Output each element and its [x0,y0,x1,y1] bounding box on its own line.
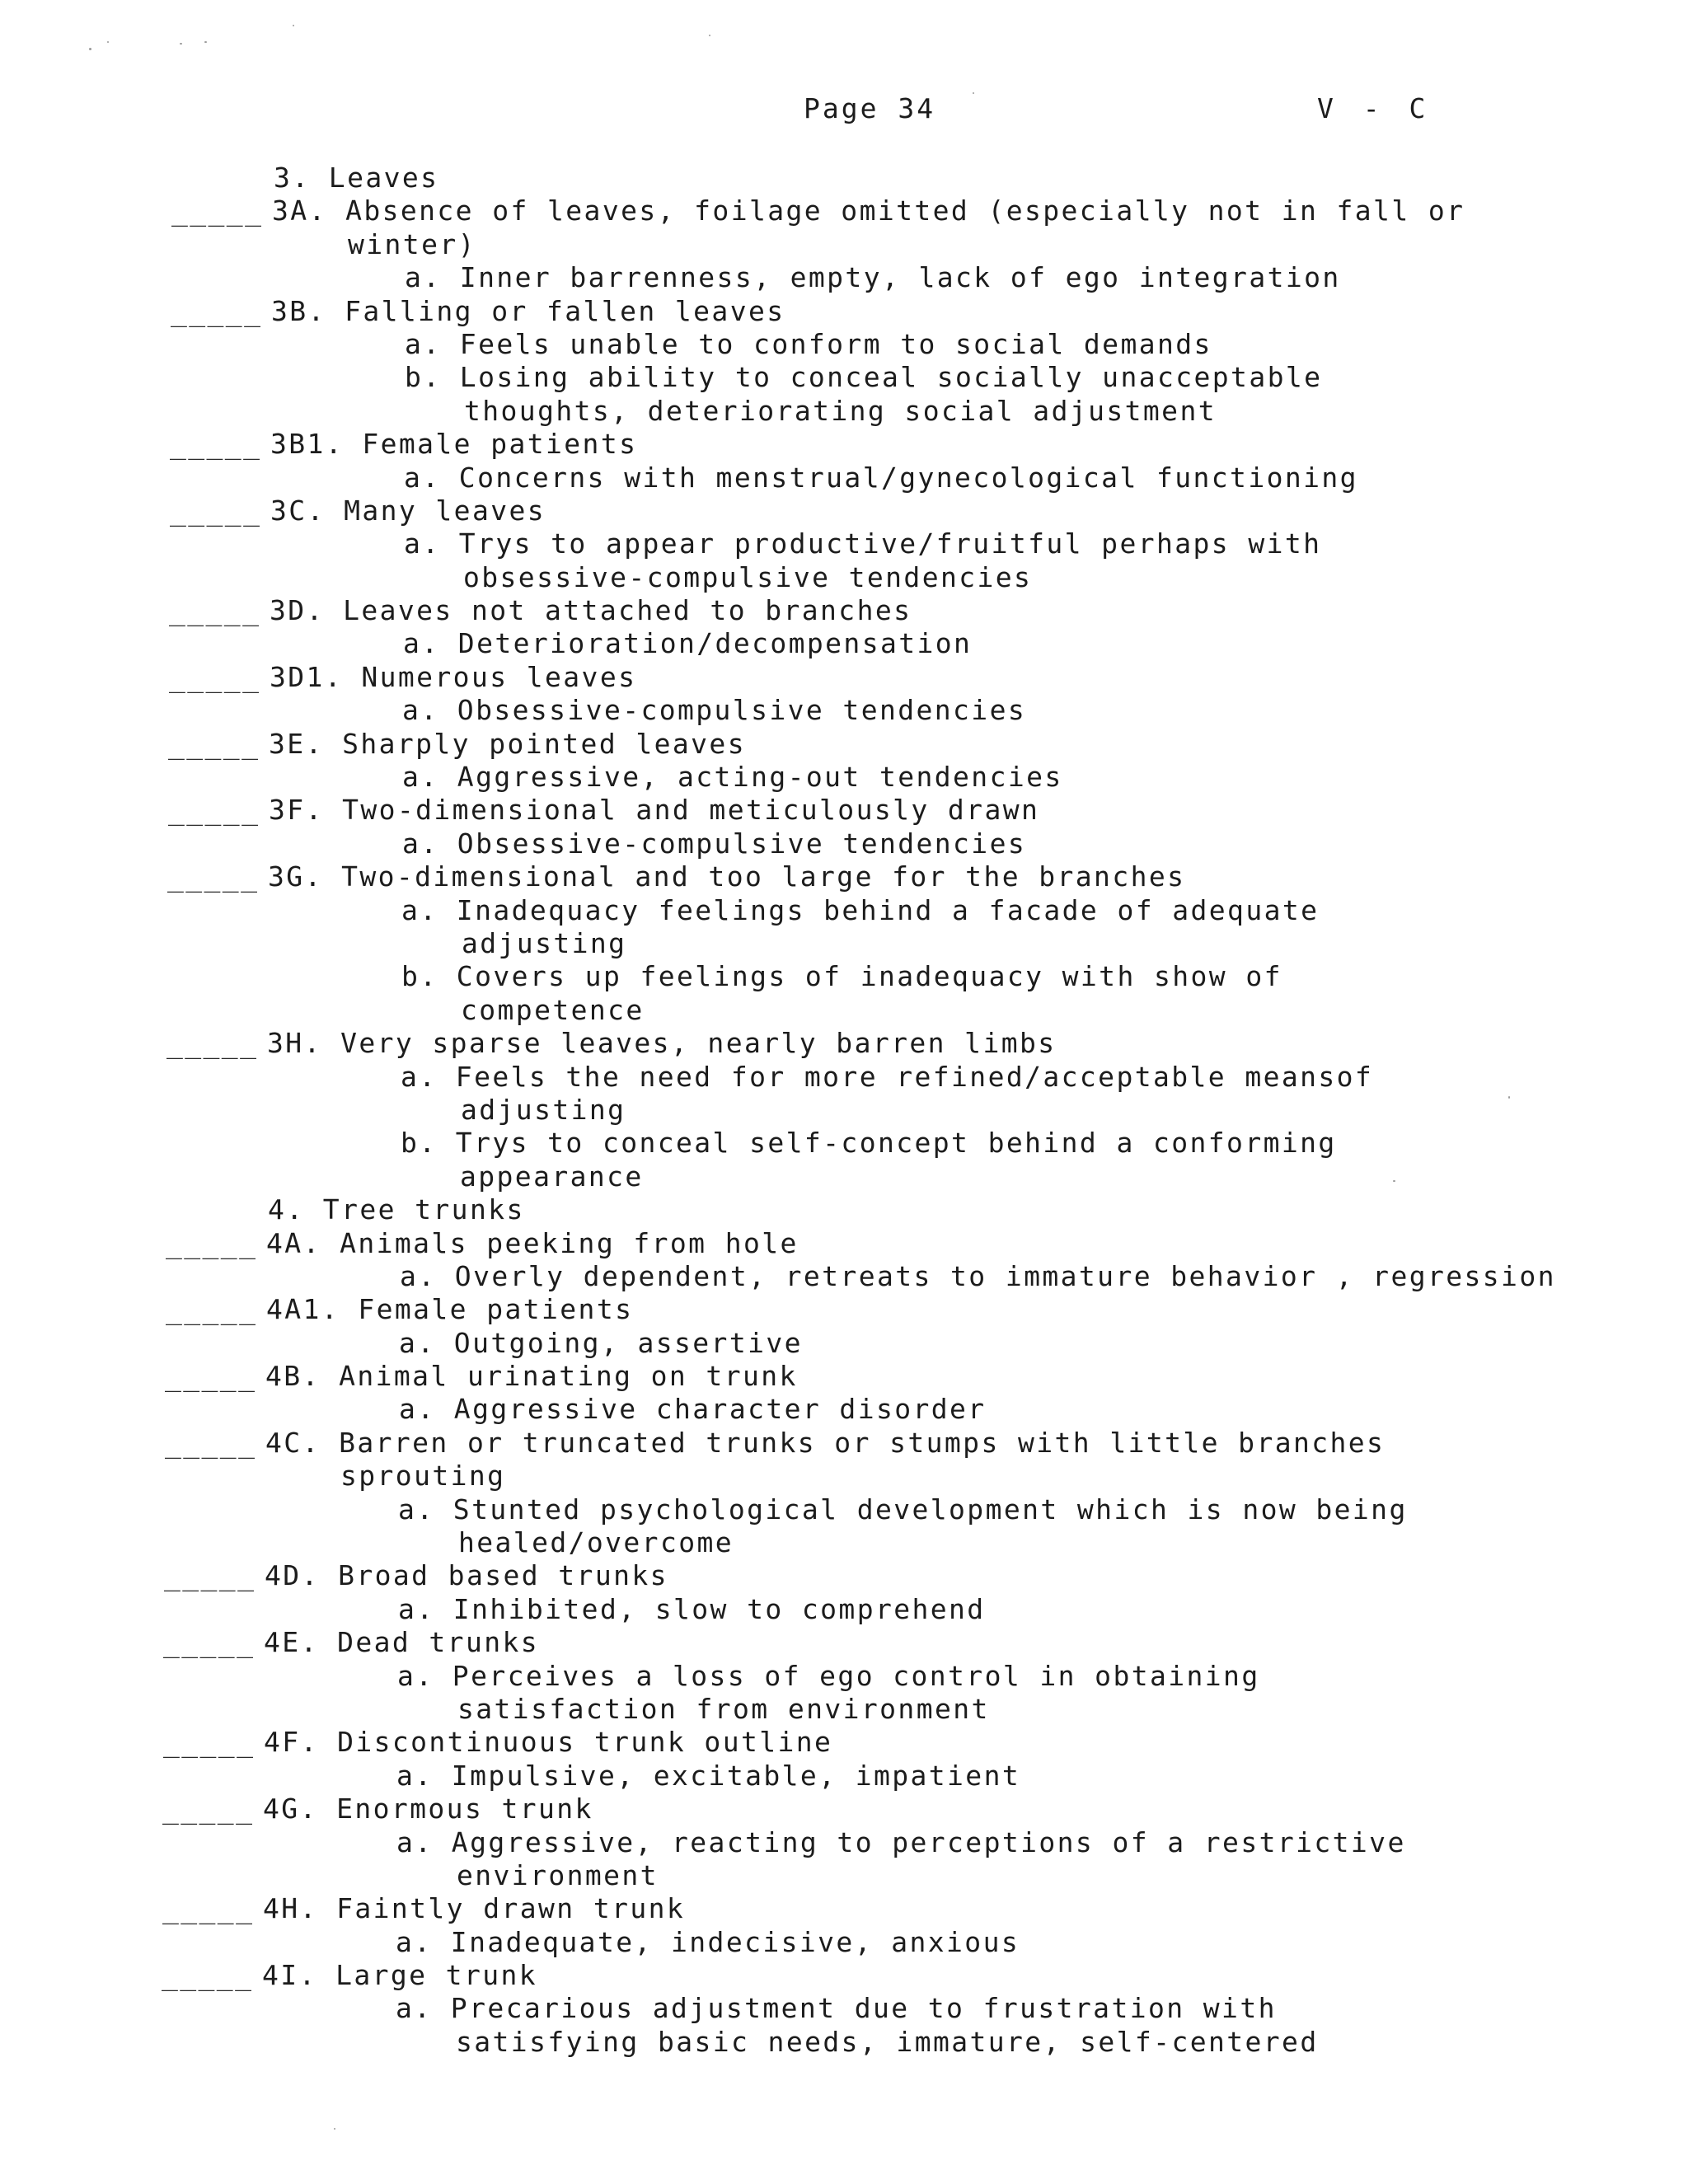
line-text: adjusting [461,1093,626,1126]
line-text: 3E. Sharply pointed leaves [269,727,746,760]
answer-blank[interactable]: _____ [170,494,262,527]
scan-speck [1508,1096,1510,1099]
line-text: a. Trys to appear productive/fruitful perhaps with [404,527,1322,560]
line-text: satisfying basic needs, immature, self-centered [456,2025,1319,2058]
section-label: V - C [1317,92,1432,124]
line-text: sprouting [340,1460,506,1493]
checklist-line-item [0,1793,1688,1825]
line-text: competence [461,993,645,1026]
checklist-line-sub [0,1926,1688,1959]
scan-speck [107,41,109,43]
line-text: 4D. Broad based trunks [265,1559,668,1592]
line-text: 3B1. Female patients [270,428,638,461]
checklist-line-item [0,1726,1688,1759]
checklist-line-item [0,1360,1688,1393]
checklist-line-sub [0,1660,1688,1693]
checklist-line-sub [0,527,1688,560]
line-text: 3F. Two-dimensional and meticulously drawn [269,794,1040,827]
line-text: 4I. Large trunk [262,1959,538,1992]
line-text: 3A. Absence of leaves, foilage omitted (especially not in fall or [272,194,1465,227]
answer-blank[interactable]: _____ [166,1293,258,1326]
line-text: a. Inhibited, slow to comprehend [398,1592,986,1625]
line-text: b. Covers up feelings of inadequacy with show of [401,960,1282,993]
answer-blank[interactable]: _____ [167,860,260,893]
answer-blank[interactable]: _____ [168,727,260,760]
checklist-line-sub [0,1992,1688,2025]
line-text: thoughts, deteriorating social adjustment [464,394,1217,427]
line-text: a. Inadequacy feelings behind a facade of adequate [401,893,1320,926]
answer-blank[interactable]: _____ [165,1360,257,1393]
checklist-line-sub [0,761,1688,794]
checklist-line-sub [0,361,1688,394]
line-text: a. Deterioration/decompensation [403,627,973,660]
checklist-line-cont1 [0,1460,1688,1493]
checklist-line-heading [0,162,1688,194]
checklist-line-cont2 [0,2026,1688,2059]
scan-speck [89,48,91,50]
checklist-line-sub [0,1127,1688,1160]
checklist-line-sub [0,1393,1688,1426]
answer-blank[interactable]: _____ [162,1793,255,1825]
checklist-line-heading [0,1193,1688,1226]
checklist-line-sub [0,694,1688,727]
checklist-line-item [0,428,1688,461]
checklist-line-item [0,1227,1688,1260]
line-text: a. Aggressive, acting-out tendencies [402,761,1063,794]
checklist-line-item [0,1027,1688,1060]
line-text: healed/overcome [458,1526,734,1559]
line-text: a. Perceives a loss of ego control in obtaining [397,1659,1260,1692]
line-text: a. Inner barrenness, empty, lack of ego integration [405,261,1341,294]
line-text: a. Impulsive, excitable, impatient [396,1759,1021,1792]
answer-blank[interactable]: _____ [166,1226,258,1259]
checklist-line-sub [0,462,1688,494]
answer-blank[interactable]: _____ [163,1626,256,1659]
line-text: obsessive-compulsive tendencies [463,560,1033,593]
scan-speck [334,2128,335,2130]
line-text: a. Outgoing, assertive [399,1326,803,1359]
line-text: 4G. Enormous trunk [263,1793,593,1825]
checklist-line-item [0,1626,1688,1659]
line-text: 4E. Dead trunks [264,1626,540,1659]
checklist-line-sub [0,894,1688,927]
checklist-line-item [0,594,1688,627]
checklist-line-item [0,1427,1688,1460]
line-text: a. Obsessive-compulsive tendencies [402,694,1027,727]
line-text: a. Aggressive, reacting to perceptions of a restrictive [396,1825,1406,1858]
answer-blank[interactable]: _____ [170,428,262,461]
checklist-line-item [0,494,1688,527]
line-text: 3D. Leaves not attached to branches [270,594,912,627]
line-text: 3H. Very sparse leaves, nearly barren limbs [267,1027,1057,1060]
checklist-line-sub [0,1260,1688,1293]
checklist-line-item [0,661,1688,694]
checklist-body [0,162,1688,2059]
checklist-line-cont2 [0,1526,1688,1559]
line-text: 3. Leaves [274,162,439,194]
checklist-line-cont2 [0,1859,1688,1892]
line-text: 3C. Many leaves [270,494,546,527]
line-text: 3D1. Numerous leaves [270,660,637,693]
answer-blank[interactable]: _____ [164,1559,256,1592]
checklist-line-item [0,1959,1688,1992]
checklist-line-item [0,794,1688,827]
scan-speck [709,35,710,36]
line-text: a. Obsessive-compulsive tendencies [402,827,1027,860]
checklist-line-sub [0,1493,1688,1526]
line-text: 4B. Animal urinating on trunk [265,1360,798,1393]
checklist-line-item [0,1892,1688,1925]
scan-speck [1393,1180,1395,1182]
checklist-line-cont2 [0,927,1688,960]
line-text: 4H. Faintly drawn trunk [263,1892,686,1925]
checklist-line-sub [0,1826,1688,1859]
scan-speck [293,25,294,26]
answer-blank[interactable]: _____ [169,594,261,627]
line-text: 4A1. Female patients [266,1293,634,1326]
checklist-line-sub [0,960,1688,993]
checklist-line-cont2 [0,1160,1688,1193]
checklist-line-item [0,860,1688,893]
page-header [0,92,1688,134]
answer-blank[interactable]: _____ [162,1892,255,1925]
checklist-line-sub [0,627,1688,660]
checklist-line-cont2 [0,561,1688,594]
checklist-line-cont1 [0,228,1688,261]
checklist-line-item [0,194,1688,227]
checklist-line-sub [0,261,1688,294]
checklist-line-sub [0,1061,1688,1094]
line-text: winter) [348,227,476,260]
line-text: adjusting [462,926,627,959]
answer-blank[interactable]: _____ [166,1027,259,1060]
line-text: 3B. Falling or fallen leaves [271,294,785,327]
checklist-line-sub [0,1760,1688,1793]
checklist-line-item [0,1293,1688,1326]
checklist-line-sub [0,328,1688,361]
answer-blank[interactable]: _____ [171,294,263,327]
answer-blank[interactable]: _____ [165,1426,257,1459]
line-text: a. Aggressive character disorder [399,1393,987,1426]
line-text: a. Feels unable to conform to social demands [405,327,1212,360]
line-text: 4C. Barren or truncated trunks or stumps with little branches [265,1426,1386,1459]
checklist-line-item [0,728,1688,761]
answer-blank[interactable]: _____ [169,660,261,693]
line-text: b. Trys to conceal self-concept behind a conforming [401,1127,1337,1160]
line-text: a. Overly dependent, retreats to immature behavior , regression [400,1259,1556,1292]
checklist-line-item [0,1559,1688,1592]
answer-blank[interactable]: _____ [171,194,264,227]
line-text: b. Losing ability to conceal socially unacceptable [405,361,1323,394]
checklist-line-sub [0,827,1688,860]
scan-speck [973,92,974,94]
line-text: satisfaction from environment [457,1692,990,1725]
checklist-line-cont2 [0,395,1688,428]
line-text: environment [457,1858,659,1891]
line-text: a. Inadequate, indecisive, anxious [396,1925,1020,1958]
checklist-line-cont2 [0,994,1688,1027]
checklist-line-item [0,295,1688,328]
answer-blank[interactable]: _____ [162,1959,254,1992]
answer-blank[interactable]: _____ [168,794,260,827]
line-text: a. Stunted psychological development which is now being [398,1493,1408,1526]
scan-speck [204,41,207,43]
page-number: Page 34 [804,92,936,124]
checklist-line-cont2 [0,1094,1688,1127]
checklist-line-sub [0,1327,1688,1360]
line-text: 4A. Animals peeking from hole [266,1226,799,1259]
line-text: appearance [460,1160,644,1193]
checklist-line-cont2 [0,1693,1688,1726]
line-text: 4. Tree trunks [268,1193,525,1226]
line-text: 4F. Discontinuous trunk outline [264,1726,833,1759]
line-text: a. Feels the need for more refined/acceptable meansof [401,1060,1374,1093]
line-text: a. Precarious adjustment due to frustration with [396,1992,1277,2025]
checklist-line-sub [0,1593,1688,1626]
answer-blank[interactable]: _____ [163,1726,256,1759]
line-text: a. Concerns with menstrual/gynecological functioning [404,461,1358,494]
scan-speck [180,43,182,45]
line-text: 3G. Two-dimensional and too large for the branches [268,860,1186,893]
